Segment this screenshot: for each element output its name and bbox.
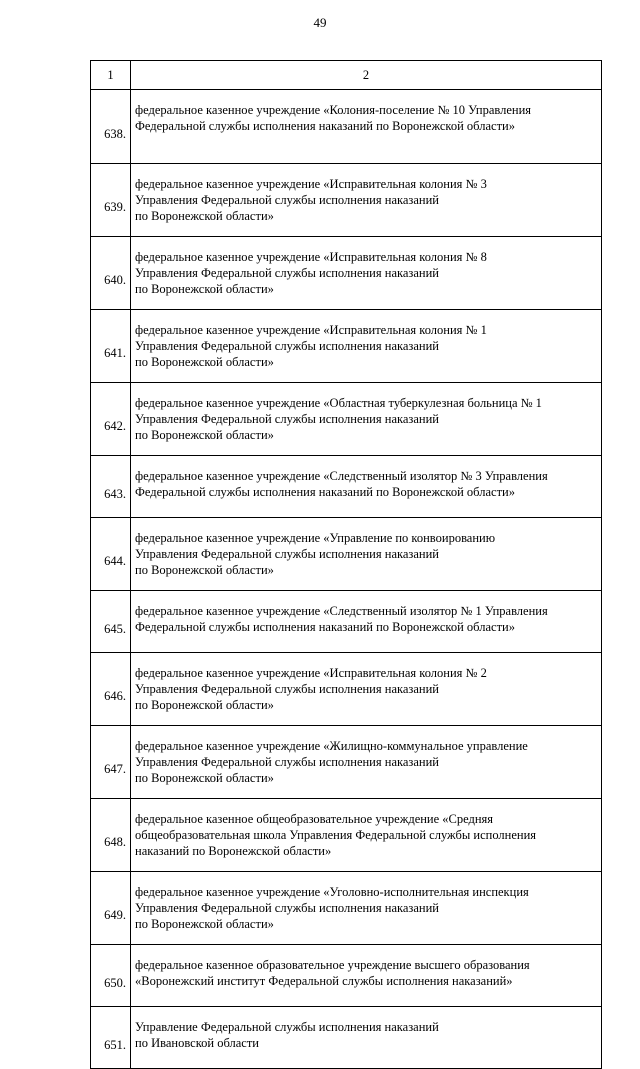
row-number: 640. [91, 237, 131, 310]
row-number: 646. [91, 653, 131, 726]
table-row [91, 383, 602, 456]
table-row [91, 726, 602, 799]
institution-name: федеральное казенное учреждение «Исправительная колония № 2 Управления Федеральной службы исполнения наказаний по Воронежской области» [131, 653, 602, 726]
institution-name: федеральное казенное учреждение «Исправительная колония № 8 Управления Федеральной службы исполнения наказаний по Воронежской области» [131, 237, 602, 310]
table-row [91, 518, 602, 591]
table-row [91, 237, 602, 310]
row-number: 645. [91, 591, 131, 653]
row-number: 644. [91, 518, 131, 591]
institution-name: федеральное казенное учреждение «Уголовно-исполнительная инспекция Управления Федеральной службы исполнения наказаний по Воронежской области» [131, 872, 602, 945]
row-number: 649. [91, 872, 131, 945]
table-row [91, 872, 602, 945]
row-number: 650. [91, 945, 131, 1007]
institution-name: федеральное казенное учреждение «Исправительная колония № 3 Управления Федеральной службы исполнения наказаний по Воронежской области» [131, 164, 602, 237]
institutions-table [90, 60, 602, 1069]
page-number: 49 [313, 15, 327, 30]
institution-name: федеральное казенное общеобразовательное учреждение «Средняя общеобразовательная школа Управления Федеральной службы исполнения наказаний по Воронежской области» [131, 799, 602, 872]
row-number: 647. [91, 726, 131, 799]
institution-name: федеральное казенное учреждение «Жилищно-коммунальное управление Управления Федеральной службы исполнения наказаний по Воронежской области» [131, 726, 602, 799]
institution-name: федеральное казенное образовательное учреждение высшего образования «Воронежский институт Федеральной службы исполнения наказаний» [131, 945, 602, 1007]
table-row [91, 164, 602, 237]
institution-name: федеральное казенное учреждение «Следственный изолятор № 1 Управления Федеральной службы исполнения наказаний по Воронежской области» [131, 591, 602, 653]
row-number: 639. [91, 164, 131, 237]
row-number: 641. [91, 310, 131, 383]
institution-name: федеральное казенное учреждение «Исправительная колония № 1 Управления Федеральной службы исполнения наказаний по Воронежской области» [131, 310, 602, 383]
table-row [91, 90, 602, 164]
institution-name: федеральное казенное учреждение «Следственный изолятор № 3 Управления Федеральной службы исполнения наказаний по Воронежской области» [131, 456, 602, 518]
row-number: 648. [91, 799, 131, 872]
table-row [91, 653, 602, 726]
row-number: 642. [91, 383, 131, 456]
table-row [91, 945, 602, 1007]
column-header-number: 1 [91, 61, 131, 90]
institution-name: федеральное казенное учреждение «Управление по конвоированию Управления Федеральной службы исполнения наказаний по Воронежской области» [131, 518, 602, 591]
table-row [91, 310, 602, 383]
table-row [91, 799, 602, 872]
row-number: 643. [91, 456, 131, 518]
institution-name: Управление Федеральной службы исполнения наказаний по Ивановской области [131, 1007, 602, 1069]
column-header-name: 2 [131, 61, 602, 90]
table-row [91, 1007, 602, 1069]
row-number: 638. [91, 90, 131, 164]
institution-name: федеральное казенное учреждение «Областная туберкулезная больница № 1 Управления Федеральной службы исполнения наказаний по Воронежской области» [131, 383, 602, 456]
institution-name: федеральное казенное учреждение «Колония-поселение № 10 Управления Федеральной службы исполнения наказаний по Воронежской области» [131, 90, 602, 164]
table-row [91, 591, 602, 653]
table-header-row [91, 61, 602, 90]
row-number: 651. [91, 1007, 131, 1069]
table-row [91, 456, 602, 518]
